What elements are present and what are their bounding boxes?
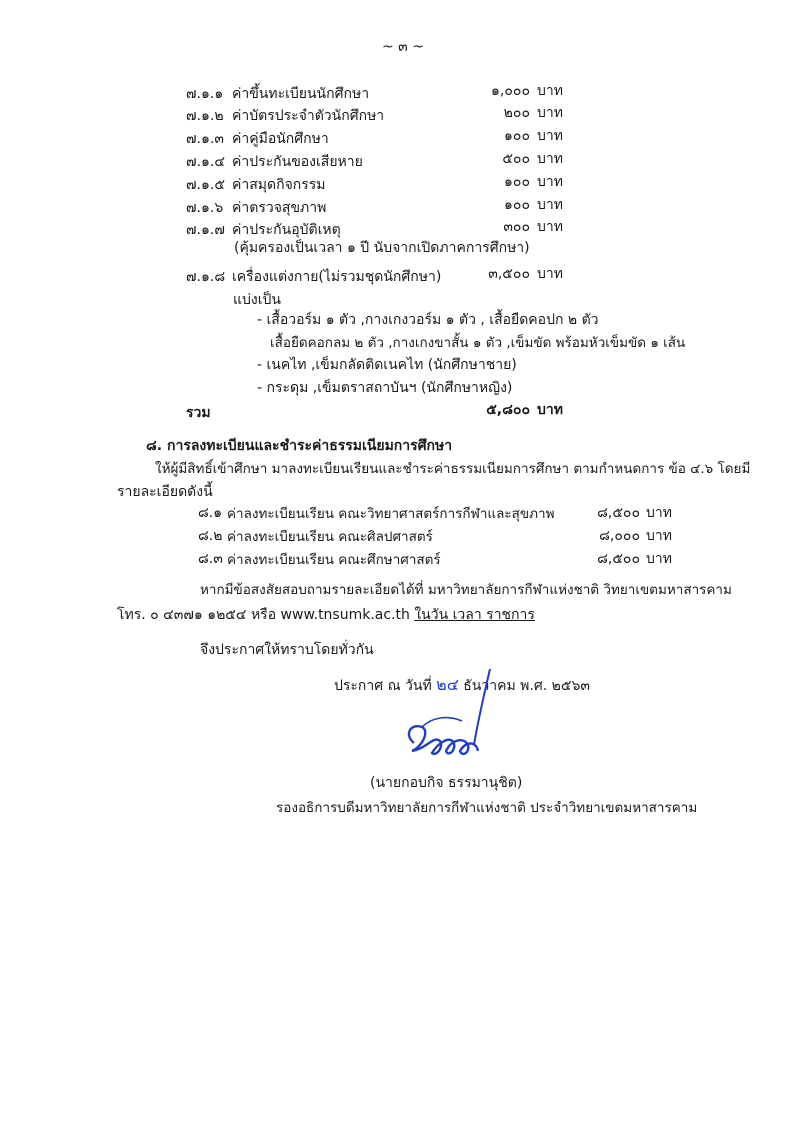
total-amount: ๕,๘๐๐ [486, 402, 530, 418]
inquiry-line-1: หากมีข้อสงสัยสอบถามรายละเอียดได้ที่ มหาวิทยาลัยการกีฬาแห่งชาติ วิทยาเขตมหาสารคาม [200, 582, 732, 598]
fee-label: เครื่องแต่งกาย(ไม่รวมชุดนักศึกษา) [232, 269, 442, 285]
divide-label: แบ่งเป็น [233, 292, 281, 308]
fee-label: ค่าคู่มือนักศึกษา [232, 131, 329, 147]
registration-amount: ๘,๕๐๐ [597, 551, 640, 567]
total-unit: บาท [537, 402, 563, 418]
fee-amount: ๑๐๐ [504, 197, 530, 213]
fee-code: ๗.๑.๑ [186, 86, 224, 102]
registration-unit: บาท [646, 505, 672, 521]
fee-unit: บาท [537, 266, 563, 282]
uniform-line-2: เสื้อยืดคอกลม ๒ ตัว ,กางเกงขาสั้น ๑ ตัว ,เข็มขัด พร้อมหัวเข็มขัด ๑ เส้น [270, 335, 686, 351]
fee-code: ๗.๑.๒ [186, 108, 224, 124]
fee-code: ๗.๑.๔ [186, 154, 225, 170]
fee-label: ค่าสมุดกิจกรรม [232, 177, 326, 193]
fee-label: ค่าตรวจสุขภาพ [232, 200, 327, 216]
date-suffix: ธันวาคม พ.ศ. ๒๕๖๓ [463, 678, 590, 694]
total-label: รวม [186, 405, 211, 421]
section-8-paragraph-2: รายละเอียดดังนี้ [117, 484, 213, 500]
uniform-line-1: - เสื้อวอร์ม ๑ ตัว ,กางเกงวอร์ม ๑ ตัว , เสื้อยืดคอปก ๒ ตัว [257, 312, 599, 328]
registration-code: ๘.๒ [198, 528, 223, 544]
signer-name: (นายกอบกิจ ธรรมานุชิต) [370, 775, 523, 791]
registration-unit: บาท [646, 528, 672, 544]
signer-position: รองอธิการบดีมหาวิทยาลัยการกีฬาแห่งชาติ ประจำวิทยาเขตมหาสารคาม [276, 800, 698, 816]
signature-image [392, 665, 502, 775]
fee-unit: บาท [537, 197, 563, 213]
registration-label: ค่าลงทะเบียนเรียน คณะศิลปศาสตร์ [227, 529, 433, 545]
fee-unit: บาท [537, 151, 563, 167]
fee-label: ค่าประกันของเสียหาย [232, 154, 363, 170]
announce-text: จึงประกาศให้ทราบโดยทั่วกัน [200, 642, 374, 658]
registration-amount: ๘,๕๐๐ [597, 505, 640, 521]
fee-unit: บาท [537, 174, 563, 190]
inquiry-contact: โทร. ๐ ๔๓๗๑ ๑๒๕๔ หรือ www.tnsumk.ac.th [117, 607, 410, 623]
fee-label: ค่าประกันอุบัติเหตุ [232, 222, 341, 238]
fee-amount: ๑,๐๐๐ [491, 83, 530, 99]
registration-amount: ๘,๐๐๐ [599, 528, 640, 544]
fee-amount: ๒๐๐ [503, 105, 530, 121]
fee-amount: ๑๐๐ [504, 128, 530, 144]
fee-amount: ๓๐๐ [503, 219, 530, 235]
fee-code: ๗.๑.๗ [186, 222, 225, 238]
fee-unit: บาท [537, 219, 563, 235]
section-8-title: ๘. การลงทะเบียนและชำระค่าธรรมเนียมการศึกษา [146, 438, 453, 454]
registration-label: ค่าลงทะเบียนเรียน คณะศึกษาศาสตร์ [227, 552, 441, 568]
fee-label: ค่าบัตรประจำตัวนักศึกษา [232, 108, 385, 124]
fee-code: ๗.๑.๓ [186, 131, 224, 147]
date-prefix: ประกาศ ณ วันที่ [334, 678, 432, 694]
fee-code: ๗.๑.๖ [186, 200, 224, 216]
section-8-paragraph-1: ให้ผู้มีสิทธิ์เข้าศึกษา มาลงทะเบียนเรียนและชำระค่าธรรมเนียมการศึกษา ตามกำหนดการ ข้อ ๔.๖ โดยมี [155, 461, 751, 477]
page-number: ~ ๓ ~ [382, 39, 424, 55]
fee-unit: บาท [537, 105, 563, 121]
registration-unit: บาท [646, 551, 672, 567]
fee-amount: ๕๐๐ [502, 151, 530, 167]
fee-label: ค่าขึ้นทะเบียนนักศึกษา [232, 86, 370, 102]
registration-code: ๘.๓ [198, 551, 223, 567]
fee-unit: บาท [537, 83, 563, 99]
fee-amount: ๓,๕๐๐ [488, 266, 530, 282]
fee-code: ๗.๑.๘ [186, 269, 226, 285]
insurance-note: (คุ้มครองเป็นเวลา ๑ ปี นับจากเปิดภาคการศึกษา) [234, 240, 530, 256]
fee-amount: ๑๐๐ [504, 174, 530, 190]
date-day: ๒๔ [436, 675, 459, 694]
uniform-line-4: - กระดุม ,เข็มตราสถาบันฯ (นักศึกษาหญิง) [257, 380, 513, 396]
uniform-line-3: - เนคไท ,เข็มกลัดติดเนคไท (นักศึกษาชาย) [257, 357, 517, 373]
registration-label: ค่าลงทะเบียนเรียน คณะวิทยาศาสตร์การกีฬาและสุขภาพ [227, 506, 555, 522]
registration-code: ๘.๑ [198, 505, 223, 521]
office-hours: ในวัน เวลา ราชการ [414, 607, 535, 623]
fee-code: ๗.๑.๕ [186, 177, 225, 193]
inquiry-line-2 [117, 604, 535, 626]
fee-unit: บาท [537, 128, 563, 144]
